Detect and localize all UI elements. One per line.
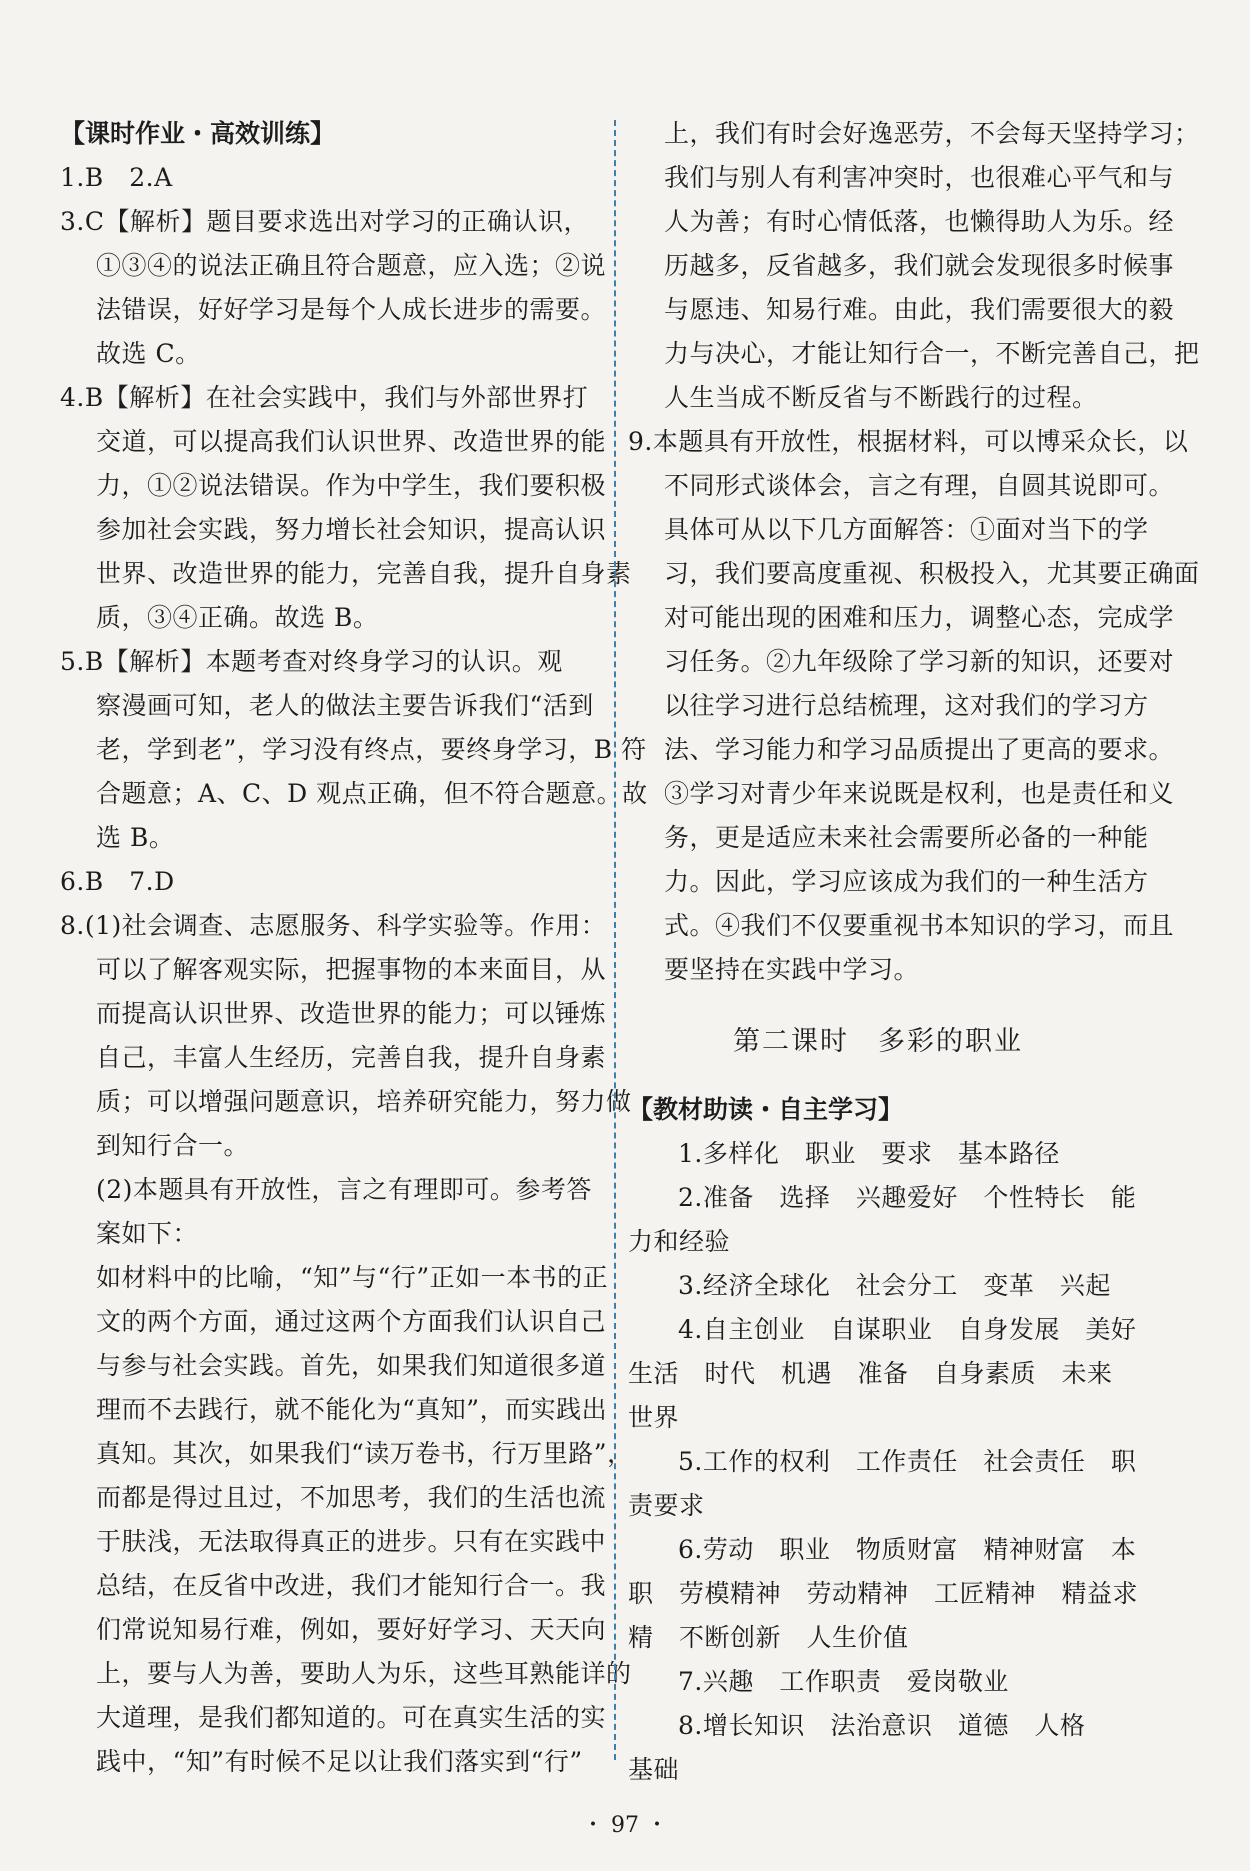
- text-line: 以往学习进行总结梳理，这对我们的学习方: [664, 691, 1149, 720]
- left-answer-lines: [60, 156, 648, 1784]
- text-line: 力和经验: [628, 1227, 731, 1256]
- text-line: 8.(1)社会调查、志愿服务、科学实验等。作用：: [60, 911, 607, 940]
- text-line: 上，要与人为善，要助人为乐，这些耳熟能详的: [96, 1659, 632, 1688]
- section-heading-guide: 【教材助读・自主学习】: [628, 1095, 904, 1124]
- text-line: 4.自主创业 自谋职业 自身发展 美好: [678, 1315, 1137, 1344]
- text-line: 4.B【解析】在社会实践中，我们与外部世界打: [60, 383, 589, 412]
- text-line: ③学习对青少年来说既是权利，也是责任和义: [664, 779, 1175, 808]
- text-line: 自己，丰富人生经历，完善自我，提升自身素: [96, 1043, 607, 1072]
- text-line: ①③④的说法正确且符合题意，应入选；②说: [96, 251, 607, 280]
- text-line: 与参与社会实践。首先，如果我们知道很多道: [96, 1351, 607, 1380]
- text-line: 而都是得过且过，不加思考，我们的生活也流: [96, 1483, 607, 1512]
- text-line: 6.劳动 职业 物质财富 精神财富 本: [678, 1535, 1137, 1564]
- text-line: 不同形式谈体会，言之有理，自圆其说即可。: [664, 471, 1175, 500]
- text-line: 践中，“知”有时候不足以让我们落实到“行”: [96, 1747, 583, 1776]
- guide-answer-lines: [628, 1132, 1139, 1792]
- text-line: 故选 C。: [96, 339, 201, 368]
- text-line: 到知行合一。: [96, 1131, 250, 1160]
- right-answer-lines: [628, 112, 1200, 992]
- text-line: 法、学习能力和学习品质提出了更高的要求。: [664, 735, 1175, 764]
- text-line: 理而不去践行，就不能化为“真知”，而实践出: [96, 1395, 608, 1424]
- left-column: [60, 112, 648, 1784]
- text-line: 我们与别人有利害冲突时，也很难心平气和与: [664, 163, 1175, 192]
- right-column: [628, 112, 1200, 1792]
- text-line: 人生当成不断反省与不断践行的过程。: [664, 383, 1098, 412]
- text-line: 参加社会实践，努力增长社会知识，提高认识: [96, 515, 607, 544]
- text-line: 3.经济全球化 社会分工 变革 兴起: [678, 1271, 1111, 1300]
- text-line: 如材料中的比喻，“知”与“行”正如一本书的正: [96, 1263, 609, 1292]
- text-line: (2)本题具有开放性，言之有理即可。参考答: [96, 1175, 592, 1204]
- text-line: 交道，可以提高我们认识世界、改造世界的能: [96, 427, 607, 456]
- text-line: 力。因此，学习应该成为我们的一种生活方: [664, 867, 1149, 896]
- text-line: 职 劳模精神 劳动精神 工匠精神 精益求: [628, 1579, 1139, 1608]
- text-line: 世界: [628, 1403, 680, 1432]
- text-line: 具体可从以下几方面解答：①面对当下的学: [664, 515, 1149, 544]
- text-line: 们常说知易行难，例如，要好好学习、天天向: [96, 1615, 607, 1644]
- text-line: 5.B【解析】本题考查对终身学习的认识。观: [60, 647, 563, 676]
- page-number: ・ 97 ・: [582, 1813, 668, 1838]
- text-line: 力，①②说法错误。作为中学生，我们要积极: [96, 471, 607, 500]
- text-line: 总结，在反省中改进，我们才能知行合一。我: [96, 1571, 607, 1600]
- text-line: 9.本题具有开放性，根据材料，可以博采众长，以: [628, 427, 1189, 456]
- text-line: 与愿违、知易行难。由此，我们需要很大的毅: [664, 295, 1175, 324]
- text-line: 质；可以增强问题意识，培养研究能力，努力做: [96, 1087, 632, 1116]
- text-line: 历越多，反省越多，我们就会发现很多时候事: [664, 251, 1175, 280]
- text-line: 基础: [628, 1755, 680, 1784]
- text-line: 要坚持在实践中学习。: [664, 955, 920, 984]
- text-line: 真知。其次，如果我们“读万卷书，行万里路”，: [96, 1439, 633, 1468]
- text-line: 老，学到老”，学习没有终点，要终身学习，B 符: [96, 735, 647, 764]
- text-line: 8.增长知识 法治意识 道德 人格: [678, 1711, 1086, 1740]
- section-heading-homework: 【课时作业・高效训练】: [60, 119, 336, 148]
- text-line: 2.准备 选择 兴趣爱好 个性特长 能: [678, 1183, 1137, 1212]
- text-line: 文的两个方面，通过这两个方面我们认识自己: [96, 1307, 607, 1336]
- text-line: 法错误，好好学习是每个人成长进步的需要。: [96, 295, 607, 324]
- text-line: 人为善；有时心情低落，也懒得助人为乐。经: [664, 207, 1175, 236]
- text-line: 务，更是适应未来社会需要所必备的一种能: [664, 823, 1149, 852]
- text-line: 于肤浅，无法取得真正的进步。只有在实践中: [96, 1527, 607, 1556]
- text-line: 1.多样化 职业 要求 基本路径: [678, 1139, 1060, 1168]
- text-line: 式。④我们不仅要重视书本知识的学习，而且: [664, 911, 1175, 940]
- text-line: 案如下：: [96, 1219, 199, 1248]
- text-line: 3.C【解析】题目要求选出对学习的正确认识，: [60, 207, 589, 236]
- text-line: 习任务。②九年级除了学习新的知识，还要对: [664, 647, 1175, 676]
- text-line: 1.B 2.A: [60, 163, 173, 192]
- text-line: 合题意；A、C、D 观点正确，但不符合题意。故: [96, 779, 648, 808]
- text-line: 大道理，是我们都知道的。可在真实生活的实: [96, 1703, 607, 1732]
- text-line: 精 不断创新 人生价值: [628, 1623, 909, 1652]
- text-line: 5.工作的权利 工作责任 社会责任 职: [678, 1447, 1137, 1476]
- lesson-title: 第二课时 多彩的职业: [733, 1026, 1023, 1057]
- text-line: 力与决心，才能让知行合一，不断完善自己，把: [664, 339, 1200, 368]
- text-line: 可以了解客观实际，把握事物的本来面目，从: [96, 955, 607, 984]
- text-line: 责要求: [628, 1491, 705, 1520]
- column-divider: [614, 120, 616, 1760]
- text-line: 7.兴趣 工作职责 爱岗敬业: [678, 1667, 1009, 1696]
- text-line: 而提高认识世界、改造世界的能力；可以锤炼: [96, 999, 607, 1028]
- text-line: 选 B。: [96, 823, 175, 852]
- text-line: 6.B 7.D: [60, 867, 175, 896]
- text-line: 上，我们有时会好逸恶劳，不会每天坚持学习；: [664, 119, 1200, 148]
- text-line: 质，③④正确。故选 B。: [96, 603, 379, 632]
- text-line: 习，我们要高度重视、积极投入，尤其要正确面: [664, 559, 1200, 588]
- text-line: 世界、改造世界的能力，完善自我，提升自身素: [96, 559, 632, 588]
- text-line: 对可能出现的困难和压力，调整心态，完成学: [664, 603, 1175, 632]
- text-line: 察漫画可知，老人的做法主要告诉我们“活到: [96, 691, 594, 720]
- text-line: 生活 时代 机遇 准备 自身素质 未来: [628, 1359, 1113, 1388]
